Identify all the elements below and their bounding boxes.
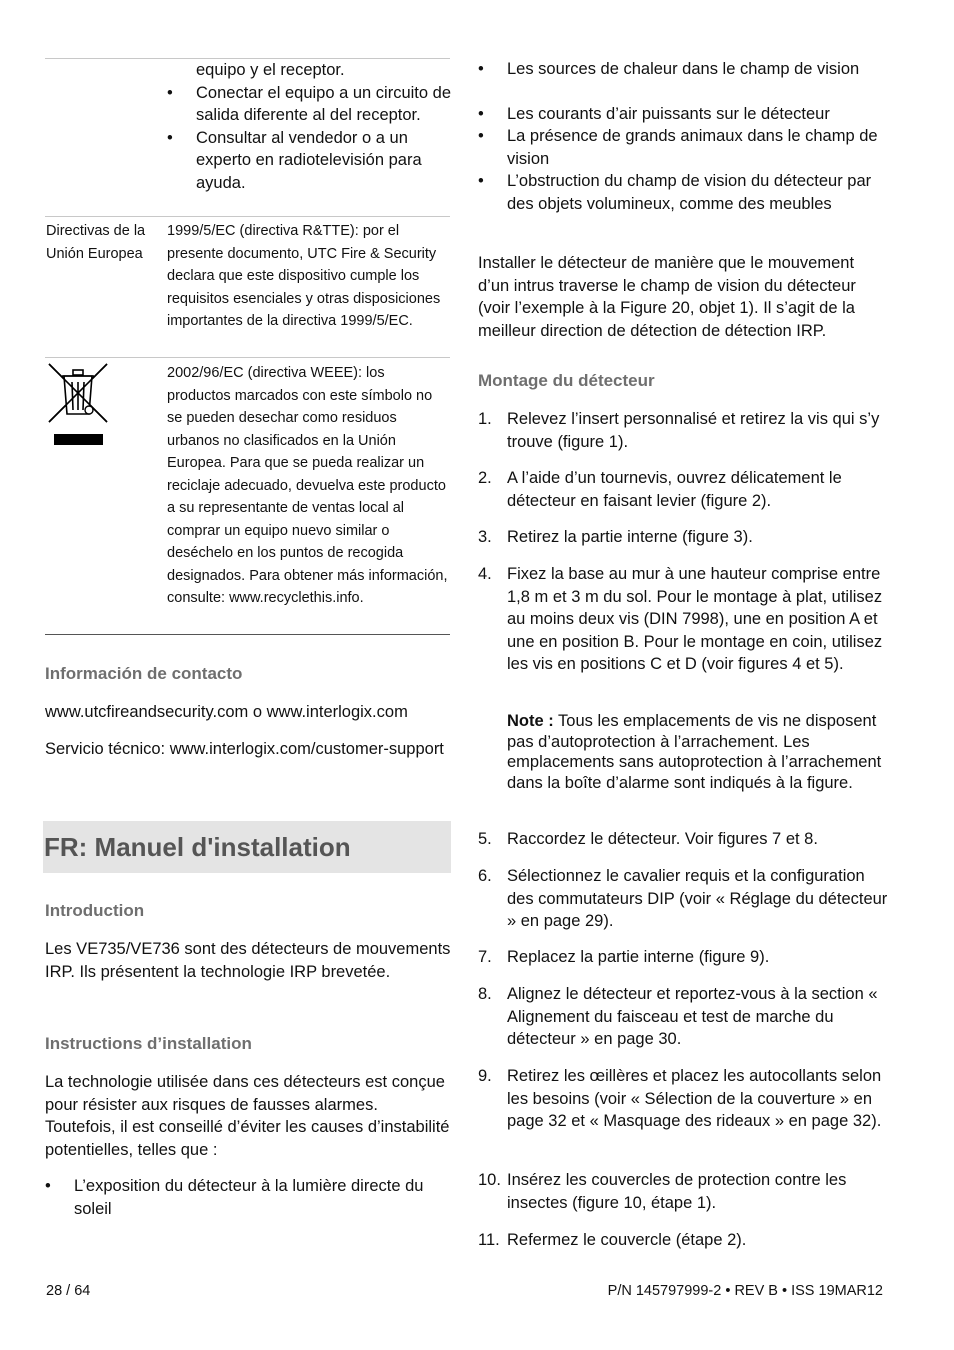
contact-tech-support: Servicio técnico: www.interlogix.com/customer-support [45, 740, 444, 758]
step-number: 10. [478, 1171, 501, 1189]
step-number: 7. [478, 948, 492, 966]
list-item [478, 58, 888, 81]
step-item [478, 467, 888, 512]
step-number: 6. [478, 867, 492, 885]
install-instructions-text: La technologie utilisée dans ces détecteurs est conçue pour résister aux risques de fausses alarmes. Toutefois, il est conseillé d’éviter les causes d’instabilité potentielles, telles que : [45, 1073, 450, 1159]
bullet: • [167, 83, 173, 102]
table-row-rule [45, 216, 450, 217]
step-text: Retirez les œillères et placez les autocollants selon les besoins (voir « Sélection de la couverture » en page 32 et « Masquage des rideaux » en page 32). [507, 1067, 882, 1130]
step-number: 8. [478, 985, 492, 1003]
step-text: A l’aide d’un tournevis, ouvrez délicatement le détecteur en faisant levier (figure 2). [507, 469, 842, 510]
list-item-text: Consultar al vendedor o a un experto en radiotelevisión para ayuda. [196, 128, 422, 192]
bullet: • [478, 172, 484, 190]
table-bottom-rule [45, 634, 450, 635]
list-item [167, 59, 451, 82]
eu-directives-label: Directivas de la Unión Europea [46, 223, 146, 262]
bullet: • [478, 60, 484, 78]
step-text: Relevez l’insert personnalisé et retirez la vis qui s’y trouve (figure 1). [507, 410, 880, 451]
step-item [478, 828, 888, 851]
introduction-text: Les VE735/VE736 sont des détecteurs de mouvements IRP. Ils présentent la technologie IRP brevetée. [45, 940, 451, 981]
list-item-text: La présence de grands animaux dans le champ de vision [507, 127, 878, 168]
step-number: 3. [478, 528, 492, 546]
list-item-text: L’exposition du détecteur à la lumière directe du soleil [74, 1177, 424, 1218]
placement-text: Installer le détecteur de manière que le mouvement d’un intrus traverse le champ de vision du détecteur (voir l’exemple à la Figure 20, objet 1). Il s’agit de la meilleur direction de détection de détection IRP. [478, 254, 856, 340]
note-text: Tous les emplacements de vis ne disposent pas d’autoprotection à l’arrachement. Les emplacements sans autoprotection à l’arrachement dans la boîte d’alarme sont indiqués à la figure. [507, 712, 882, 792]
list-item [167, 82, 451, 127]
step-item [478, 946, 888, 969]
step-item [478, 526, 888, 549]
step-text: Sélectionnez le cavalier requis et la configuration des commutateurs DIP (voir « Réglage du détecteur » en page 29). [507, 867, 888, 930]
bullet: • [478, 105, 484, 123]
step-item [478, 408, 888, 453]
section-title: FR: Manuel d'installation [44, 832, 351, 862]
list-item [167, 127, 451, 195]
step-item [478, 865, 888, 933]
list-item [478, 170, 888, 215]
section-title-bar [43, 821, 451, 873]
step-text: Refermez le couvercle (étape 2). [507, 1231, 747, 1249]
step-item [478, 1169, 888, 1214]
step-number: 2. [478, 469, 492, 487]
step-text: Insérez les couvercles de protection contre les insectes (figure 10, étape 1). [507, 1171, 847, 1212]
step-text: Fixez la base au mur à une hauteur comprise entre 1,8 m et 3 m du sol. Pour le montage à plat, utilisez au moins deux vis (DIN 7998), une en position A et une en position B. Pour le montage en coin, utilisez les vis en positions C et D (voir figures 4 et 5). [507, 565, 883, 673]
bullet: • [45, 1177, 51, 1195]
step-item [478, 1065, 888, 1133]
step-number: 1. [478, 410, 492, 428]
weee-crossed-bin-icon [47, 362, 111, 448]
table-row-rule [45, 357, 450, 358]
note-label: Note : [507, 712, 554, 730]
step-text: Replacez la partie interne (figure 9). [507, 948, 770, 966]
page-number: 28 / 64 [46, 1283, 91, 1299]
document-reference: P/N 145797999-2 • REV B • ISS 19MAR12 [607, 1283, 883, 1299]
list-item-text: Conectar el equipo a un circuito de salida diferente al del receptor. [196, 83, 451, 124]
step-number: 5. [478, 830, 492, 848]
list-item-text: Les sources de chaleur dans le champ de vision [507, 60, 860, 78]
list-item-text: Les courants d’air puissants sur le détecteur [507, 105, 830, 123]
bullet: • [478, 127, 484, 145]
contact-websites: www.utcfireandsecurity.com o www.interlogix.com [45, 703, 408, 721]
step-item [478, 1229, 888, 1252]
contact-heading: Información de contacto [45, 664, 243, 683]
step-number: 9. [478, 1067, 492, 1085]
weee-directive-text: 2002/96/EC (directiva WEEE): los productos marcados con este símbolo no se pueden desechar como residuos urbanos no clasificados en la Unión Europea. Para que se pueda realizar un reciclaje adecuado, devuelva este producto a su representante de ventas local al comprar un equipo nuevo similar o deséchelo en los puntos de recogida designados. Para obtener más información, consulte: www.recyclethis.info. [167, 365, 448, 606]
list-item [478, 103, 888, 126]
step-text: Retirez la partie interne (figure 3). [507, 528, 753, 546]
list-item [45, 1175, 451, 1220]
install-instructions-heading: Instructions d’installation [45, 1034, 252, 1053]
step-number: 4. [478, 565, 492, 583]
introduction-heading: Introduction [45, 901, 145, 920]
step-text: Alignez le détecteur et reportez-vous à la section « Alignement du faisceau et test de marche du détecteur » en page 30. [507, 985, 878, 1048]
note-block [507, 711, 888, 793]
mounting-heading: Montage du détecteur [478, 371, 655, 390]
bullet: • [167, 128, 173, 147]
step-text: Raccordez le détecteur. Voir figures 7 et 8. [507, 830, 818, 848]
list-item-text: equipo y el receptor. [196, 61, 345, 79]
rtte-directive-text: 1999/5/EC (directiva R&TTE): por el presente documento, UTC Fire & Security declara que este dispositivo cumple los requisitos esenciales y otras disposiciones importantes de la directiva 1999/5/EC. [167, 223, 441, 329]
fcc-measures-list [167, 59, 451, 194]
step-item [478, 563, 888, 676]
list-item [478, 125, 888, 170]
step-item [478, 983, 888, 1051]
list-item-text: L’obstruction du champ de vision du détecteur par des objets volumineux, comme des meubles [507, 172, 872, 213]
step-number: 11. [478, 1231, 500, 1249]
